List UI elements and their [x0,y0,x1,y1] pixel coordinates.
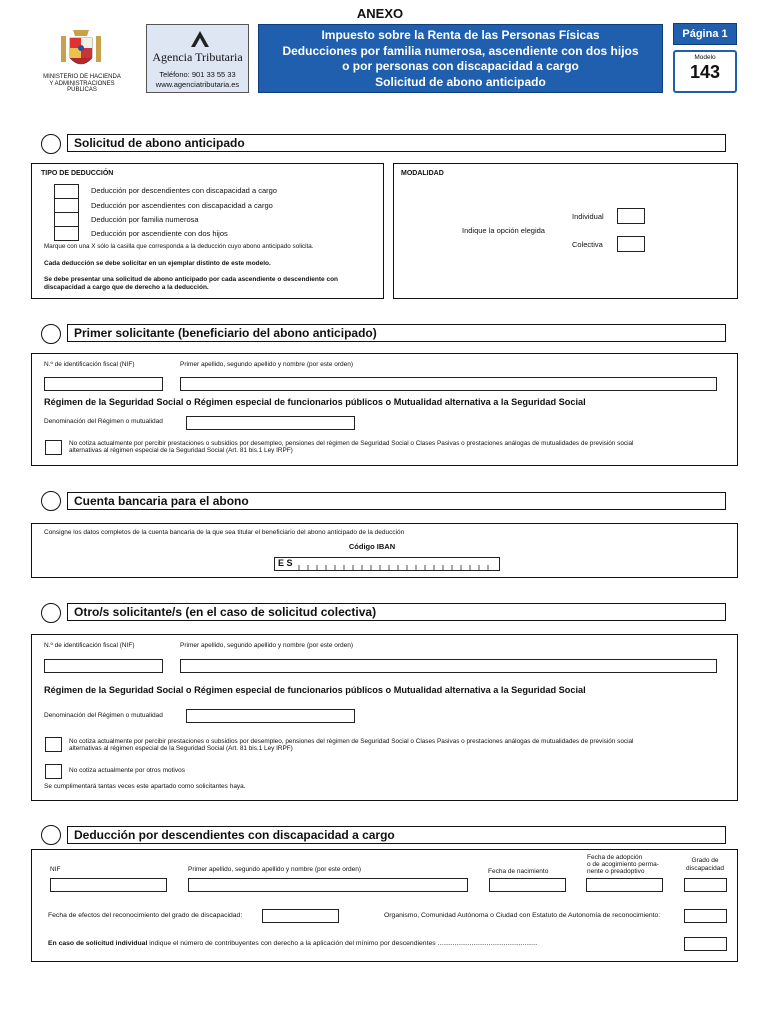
section-1-radio[interactable] [41,134,61,154]
s5-contribuyentes-input[interactable] [684,937,727,951]
s5-adopcion-input[interactable] [586,878,663,892]
s5-grado-line-2: discapacidad [686,865,724,872]
tipo-checkbox-3[interactable] [54,213,79,227]
s2-name-input[interactable] [180,377,717,391]
title-line-4: Solicitud de abono anticipado [375,74,546,89]
s3-iban-label: Código IBAN [348,542,396,551]
tipo-deduccion-panel [31,163,384,299]
s4-nif-input[interactable] [44,659,163,673]
s2-no-cotiza-line-1: No cotiza actualmente por percibir prestaciones o subsidios por desempleo, pensiones del régimen de Seguridad Social o Clases Pasivas o prestaciones análogas de mutualidades de previsión social [69,440,634,447]
s5-grado-line-1: Grado de [691,857,719,864]
coat-of-arms-icon [58,26,104,74]
title-line-3: o por personas con discapacidad a cargo [342,59,579,73]
iban-tick-marks [275,558,499,570]
individual-checkbox[interactable] [617,208,645,224]
s2-denominacion-input[interactable] [186,416,355,430]
tipo-label: TIPO DE DEDUCCIÓN [41,170,114,177]
s2-no-cotiza-line-2: alternativas al régimen especial de la Seguridad Social (Art. 81 bis.1 Ley IRPF) [69,447,293,454]
agency-name: Agencia Tributaria [152,50,243,64]
s5-organismo-label: Organismo, Comunidad Autónoma o Ciudad con Estatuto de Autonomía de reconocimiento: [384,912,661,919]
s3-description: Consigne los datos completos de la cuenta bancaria de la que sea titular el beneficiario del abono anticipado de la deducción [44,529,405,536]
individual-label: Individual [572,212,604,221]
agency-web: www.agenciatributaria.es [155,80,240,89]
section-1-title: Solicitud de abono anticipado [67,134,726,152]
tipo-note-3: Se debe presentar una solicitud de abono anticipado por cada ascendiente o descendiente con discapacidad a cargo que de derecho a la deducción. [44,276,339,291]
modelo-number: 143 [689,62,721,82]
section-5-title: Deducción por descendientes con discapacidad a cargo [67,826,726,844]
modalidad-panel [393,163,738,299]
s4-denominacion-input[interactable] [186,709,355,723]
descendientes-panel [31,849,738,962]
primer-solicitante-panel [31,353,738,466]
tipo-option-4: Deducción por ascendiente con dos hijos [91,229,228,238]
s4-no-cotiza-checkbox[interactable] [45,737,62,752]
s5-grado-input[interactable] [684,878,727,892]
page-label: Página 1 [673,23,737,45]
tipo-checkbox-2[interactable] [54,199,79,213]
s4-otros-motivos-checkbox[interactable] [45,764,62,779]
s5-nacimiento-label: Fecha de nacimiento [488,868,549,875]
s2-denominacion-label: Denominación del Régimen o mutualidad [44,418,163,425]
s4-regimen-title: Régimen de la Seguridad Social o Régimen especial de funcionarios públicos o Mutualidad alternativa a la Seguridad Social [44,685,586,695]
s5-adopcion-line-3: nente o preadoptivo [587,868,645,875]
s2-name-label: Primer apellido, segundo apellido y nombre (por este orden) [180,361,354,368]
s4-footnote: Se cumplimentará tantas veces este apartado como solicitantes haya. [44,783,246,790]
agency-phone: Teléfono: 901 33 55 33 [159,70,236,79]
modelo-label: Modelo [694,54,716,61]
tipo-note-1: Marque con una X sólo la casilla que corresponda a la deducción cuyo abono anticipado solicita. [44,243,314,250]
s5-individual-note [48,940,676,948]
s5-adopcion-line-2: o de acogimiento perma- [587,861,659,868]
agency-box [146,24,249,93]
colectiva-checkbox[interactable] [617,236,645,252]
cuenta-bancaria-panel [31,523,738,578]
s5-name-input[interactable] [188,878,468,892]
tipo-option-3: Deducción por familia numerosa [91,215,199,224]
s5-nif-label: NIF [50,866,61,873]
modelo-box [673,50,737,93]
section-2-radio[interactable] [41,324,61,344]
section-5-radio[interactable] [41,825,61,845]
s5-organismo-input[interactable] [684,909,727,923]
s5-adopcion-line-1: Fecha de adopción [587,854,643,861]
iban-input[interactable] [274,557,500,571]
iban-prefix: E S [278,558,293,568]
s4-nif-label: N.º de identificación fiscal (NIF) [44,642,135,649]
title-line-1: Impuesto sobre la Renta de las Personas Físicas [321,28,600,42]
s5-nacimiento-input[interactable] [489,878,566,892]
modalidad-label: MODALIDAD [401,170,444,177]
s4-no-cotiza-line-1: No cotiza actualmente por percibir prestaciones o subsidios por desempleo, pensiones del régimen de Seguridad Social o Clases Pasivas o prestaciones análogas de mutualidades de previsión social [69,738,634,745]
s4-no-cotiza-line-2: alternativas al régimen especial de la Seguridad Social (Art. 81 bis.1 Ley IRPF) [69,745,293,752]
title-line-2: Deducciones por familia numerosa, ascendiente con dos hijos [282,43,639,58]
tipo-note-2: Cada deducción se debe solicitar en un ejemplar distinto de este modelo. [44,260,271,267]
tipo-option-1: Deducción por descendientes con discapacidad a cargo [91,186,277,195]
s4-otros-motivos-label: No cotiza actualmente por otros motivos [69,767,185,774]
s5-nif-input[interactable] [50,878,167,892]
s5-name-label: Primer apellido, segundo apellido y nombre (por este orden) [188,866,362,873]
anexo-title: ANEXO [356,6,404,21]
tipo-option-2: Deducción por ascendientes con discapacidad a cargo [91,201,273,210]
s5-efectos-label: Fecha de efectos del reconocimiento del grado de discapacidad: [48,912,243,919]
tipo-checkbox-1[interactable] [54,184,79,199]
section-4-title: Otro/s solicitante/s (en el caso de solicitud colectiva) [67,603,726,621]
s4-denominacion-label: Denominación del Régimen o mutualidad [44,712,163,719]
indique-label: Indique la opción elegida [462,226,545,235]
section-4-radio[interactable] [41,603,61,623]
s2-nif-label: N.º de identificación fiscal (NIF) [44,361,135,368]
s2-no-cotiza-checkbox[interactable] [45,440,62,455]
section-2-title: Primer solicitante (beneficiario del abono anticipado) [67,324,726,342]
s5-individual-rest: indique el número de contribuyentes con derecho a la aplicación del mínimo por descendientes ..................................................... [147,940,538,947]
s2-regimen-title: Régimen de la Seguridad Social o Régimen especial de funcionarios públicos o Mutualidad alternativa a la Seguridad Social [44,397,586,407]
agency-logo-icon [189,29,211,49]
form-title-box [258,24,663,93]
s2-nif-input[interactable] [44,377,163,391]
ministry-label: MINISTERIO DE HACIENDA Y ADMINISTRACIONES PÚBLICAS [43,74,121,93]
s5-efectos-input[interactable] [262,909,339,923]
s4-name-input[interactable] [180,659,717,673]
tipo-checkbox-4[interactable] [54,227,79,241]
colectiva-label: Colectiva [572,240,603,249]
section-3-title: Cuenta bancaria para el abono [67,492,726,510]
section-3-radio[interactable] [41,491,61,511]
s5-individual-bold: En caso de solicitud individual [48,940,148,947]
s4-name-label: Primer apellido, segundo apellido y nombre (por este orden) [180,642,354,649]
otros-solicitantes-panel [31,634,738,801]
